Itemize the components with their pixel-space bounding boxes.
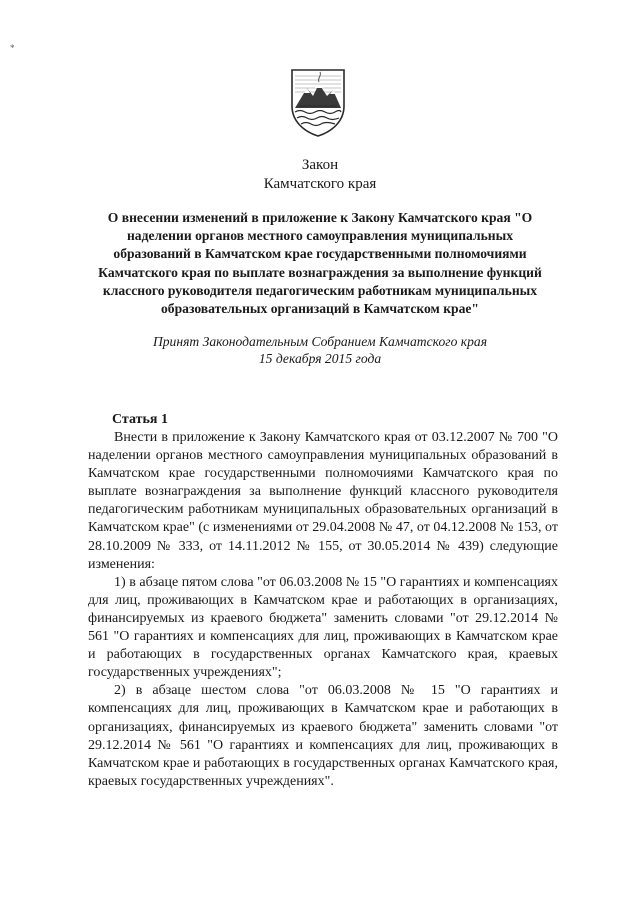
article-paragraph: 1) в абзаце пятом слова "от 06.03.2008 № 15 "О гарантиях и компенсациях для лиц, проживающих в Камчатском крае и работающих в организациях, финансируемых из краевого бюджета" заменить словами "от 29.12.2014 № 561 "О гарантиях и компенсациях для лиц, проживающих в Камчатском крае и работающих в государственных органах Камчатского края, краевых государственных учреждениях";: [88, 574, 558, 681]
article-paragraph: Внести в приложение к Закону Камчатского края от 03.12.2007 № 700 "О наделении органов местного самоуправления муниципальных образований в Камчатском крае государственными полномочиями Камчатского края по выплате вознаграждения за выполнение функций классного руководителя педагогическим работникам муниципальных образовательных организаций в Камчатском крае" (с изменениями от 29.04.2008 № 47, от 04.12.2008 № 153, от 28.10.2009 № 333, от 14.11.2012 № 155, от 30.05.2014 № 439) следующие изменения:: [88, 430, 558, 572]
adoption-date: 15 декабря 2015 года: [258, 351, 382, 366]
adoption-body: Принят Законодательным Собранием Камчатского края: [152, 334, 488, 349]
article-heading: Статья 1: [112, 412, 168, 427]
region-label: Камчатского края: [263, 176, 377, 192]
coat-of-arms-icon: [289, 66, 347, 138]
article-body: [88, 429, 558, 791]
adoption-note: [0, 333, 640, 367]
doc-type-label: Закон: [301, 157, 339, 173]
law-title: О внесении изменений в приложение к Закону Камчатского края "О наделении органов местного самоуправления муниципальных образований в Камчатском крае государственными полномочиями Камчатского края по выплате вознаграждения за выполнение функций классного руководителя педагогическим работникам муниципальных образовательных организаций в Камчатском крае": [98, 210, 542, 317]
law-header: [0, 156, 640, 194]
corner-mark: *: [10, 43, 15, 53]
article-paragraph: 2) в абзаце шестом слова "от 06.03.2008 № 15 "О гарантиях и компенсациях для лиц, проживающих в Камчатском крае и работающих в организациях, финансируемых из краевого бюджета" заменить словами "от 29.12.2014 № 561 "О гарантиях и компенсациях для лиц, проживающих в Камчатском крае и работающих в государственных органах Камчатского края, краевых государственных учреждениях".: [88, 683, 558, 789]
